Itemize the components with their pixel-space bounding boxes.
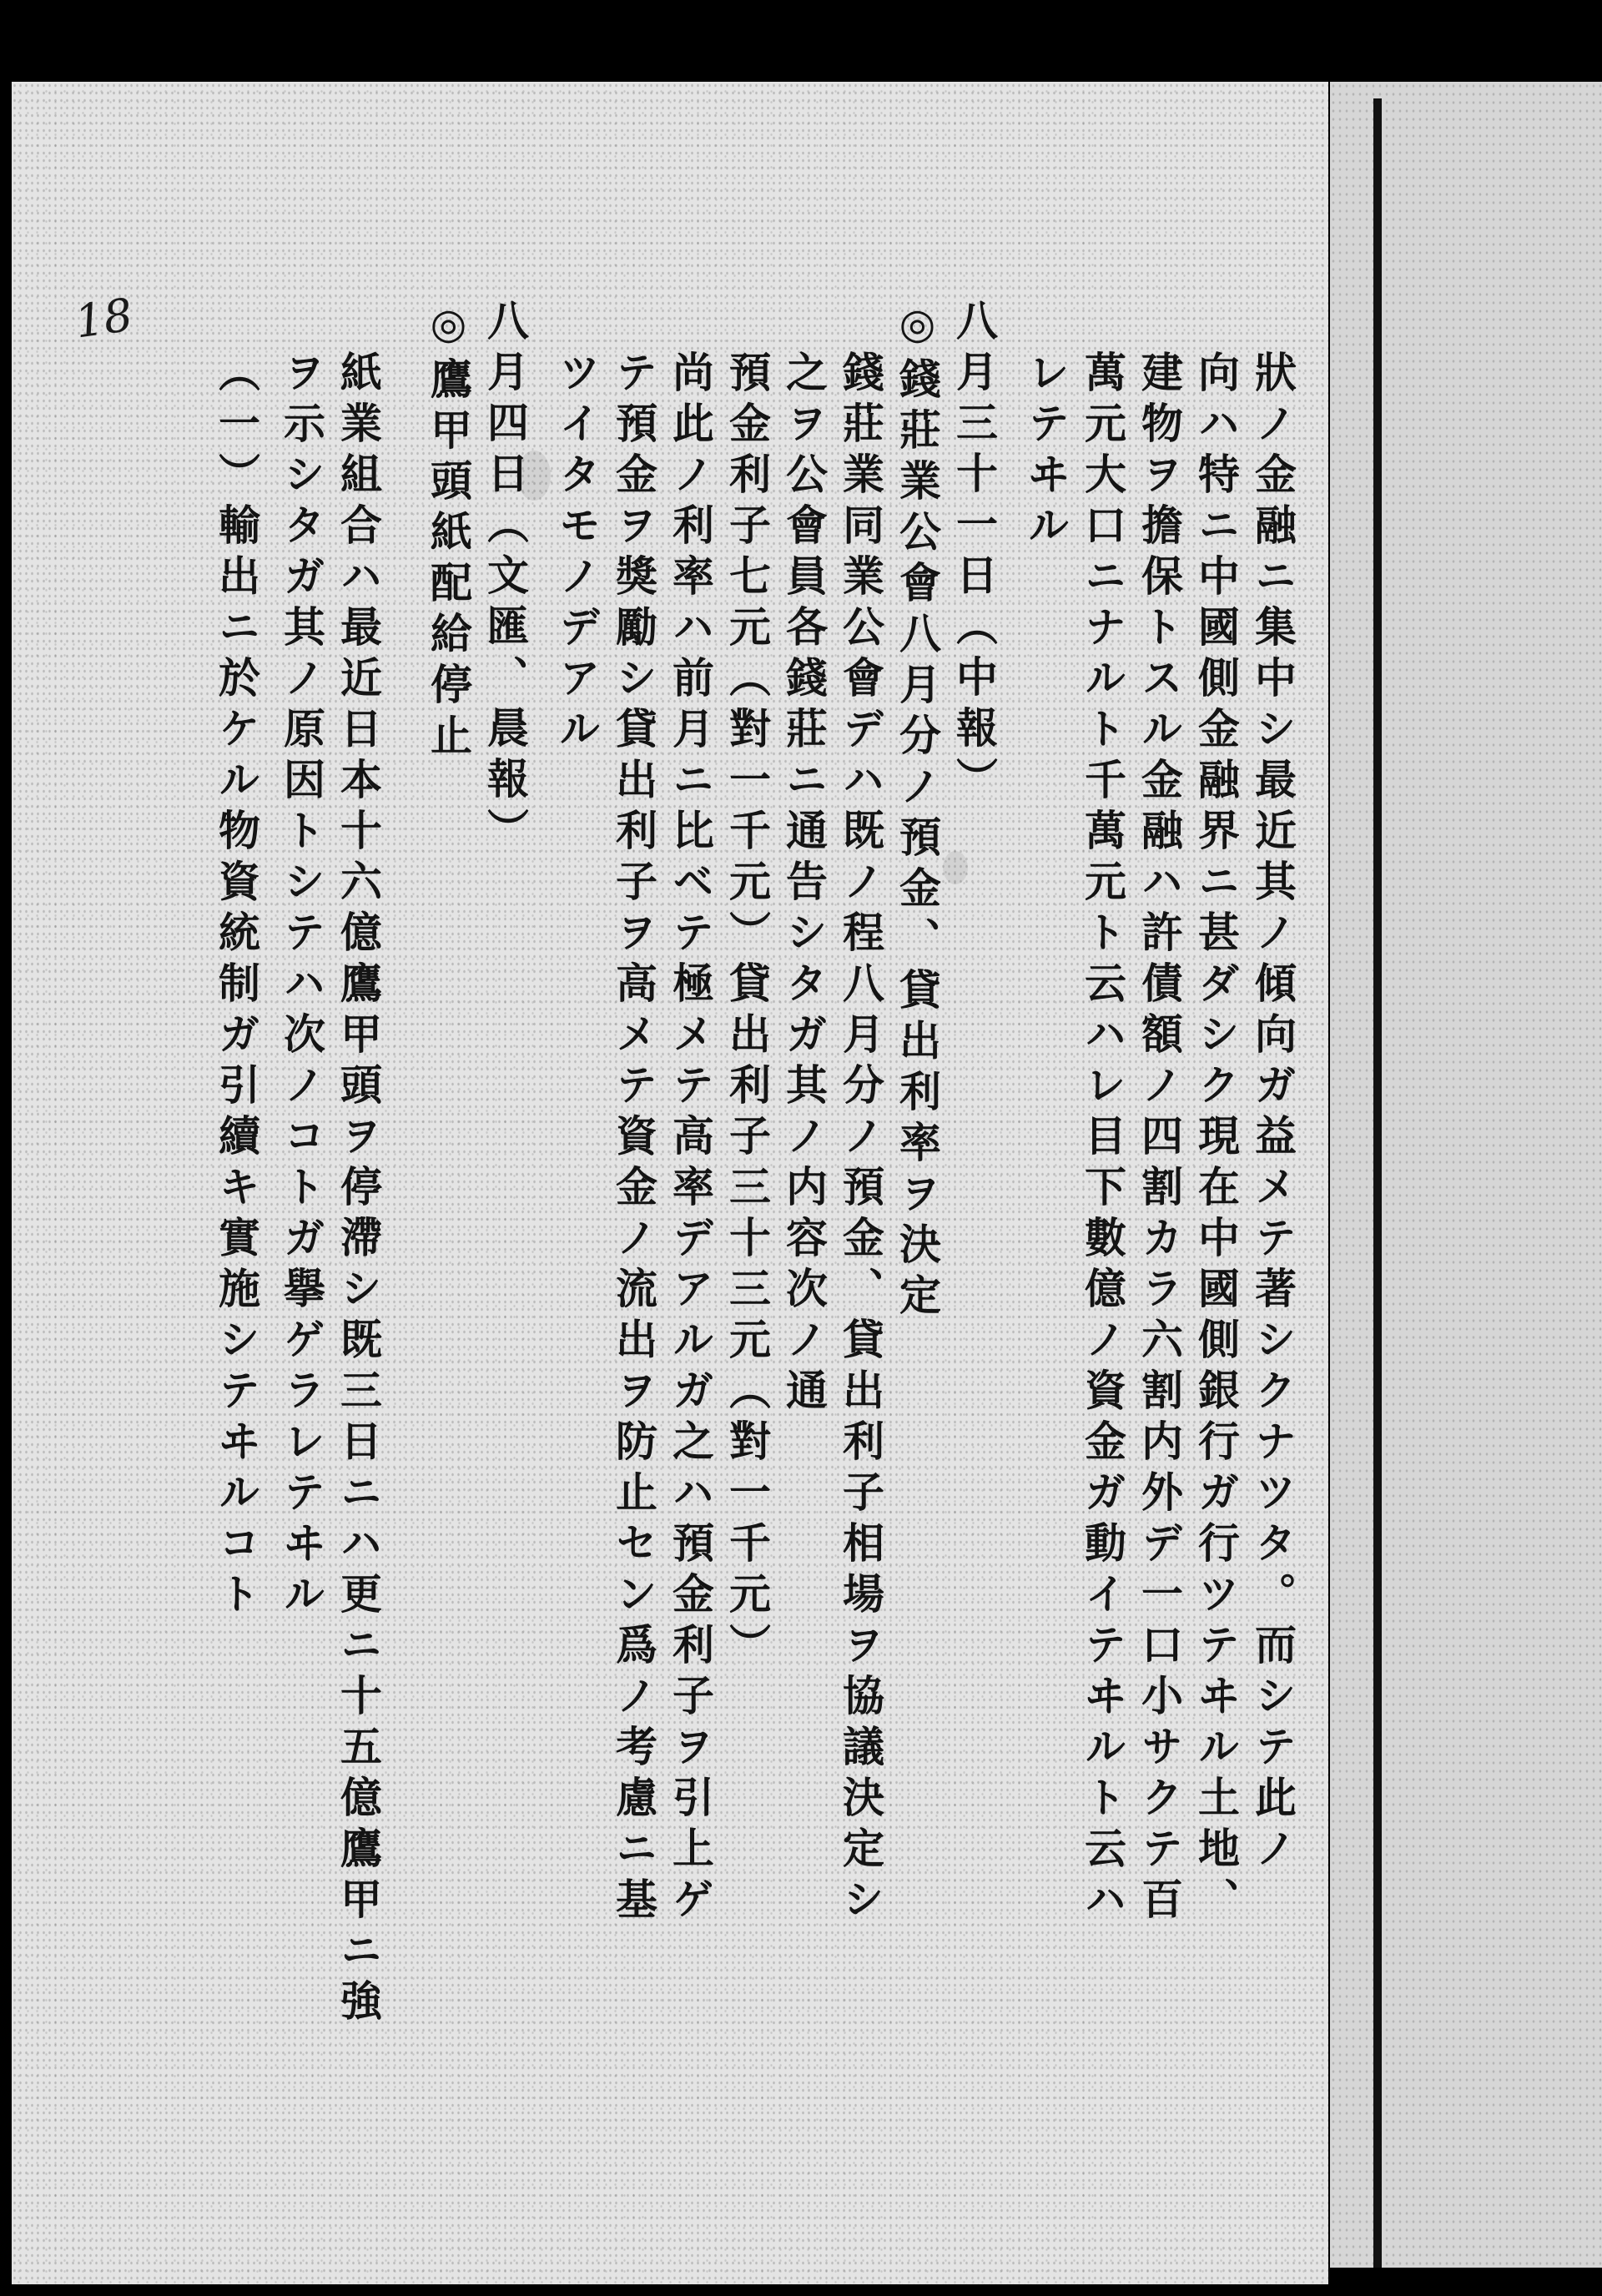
text-column-1: 狀ノ金融ニ集中シ最近其ノ傾向ガ益メテ著シクナツタ。而シテ此ノ [1248, 350, 1297, 1877]
text-column-8: 錢莊業同業公會デハ既ノ程八月分ノ預金、貸出利子相場ヲ協議決定シ [836, 350, 885, 1928]
ink-smudge [517, 451, 551, 501]
adjacent-page-edge [1330, 82, 1602, 2268]
date-line-aug-31: 八月三十一日（中報） [950, 299, 999, 808]
bleed-through-text [1418, 133, 1452, 292]
page-binding-line [1373, 98, 1382, 2268]
text-column-16: 紙業組合ハ最近日本十六億鷹甲頭ヲ停滯シ既三日ニハ更ニ十五億鷹甲ニ強 [334, 350, 383, 2030]
text-column-12: テ預金ヲ獎勵シ貸出利子ヲ高メテ資金ノ流出ヲ防止セン爲ノ考慮ニ基 [609, 350, 658, 1928]
heading-qianzhuang-rates: ◎錢莊業公會八月分ノ預金、貸出利率ヲ決定 [893, 299, 942, 1324]
text-column-17: ヲ示シタガ其ノ原因トシテハ次ノコトガ擧ゲラレテヰル [277, 350, 326, 1623]
heading-paper-distribution: ◎鷹甲頭紙配給停止 [424, 299, 473, 764]
text-column-10: 預金利子七元（對一千元）貸出利子三十三元（對一千元） [723, 350, 772, 1674]
text-column-4: 萬元大口ニナルト千萬元ト云ハレ目下數億ノ資金ガ動イテヰルト云ハ [1078, 350, 1127, 1928]
text-column-9: 之ヲ公會員各錢莊ニ通告シタガ其ノ内容次ノ通 [779, 350, 829, 1419]
ink-smudge [943, 851, 968, 884]
text-column-11: 尚此ノ利率ハ前月ニ比ベテ極メテ高率デアルガ之ハ預金利子ヲ引上ゲ [666, 350, 715, 1928]
date-line-aug-4: 八月四日（文匯、晨報） [481, 299, 530, 858]
text-column-18: （一）輸出ニ於ケル物資統制ガ引續キ實施シテヰルコト [212, 350, 261, 1623]
text-column-3: 建物ヲ擔保トスル金融ハ許債額ノ四割カラ六割内外デ一口小サクテ百 [1135, 350, 1184, 1928]
text-column-5: レテヰル [1021, 350, 1071, 554]
text-column-2: 向ハ特ニ中國側金融界ニ甚ダシク現在中國側銀行ガ行ツテヰル土地、 [1191, 350, 1241, 1928]
text-column-13: ツイタモノデアル [552, 350, 602, 758]
page-number: 18 [71, 288, 136, 349]
